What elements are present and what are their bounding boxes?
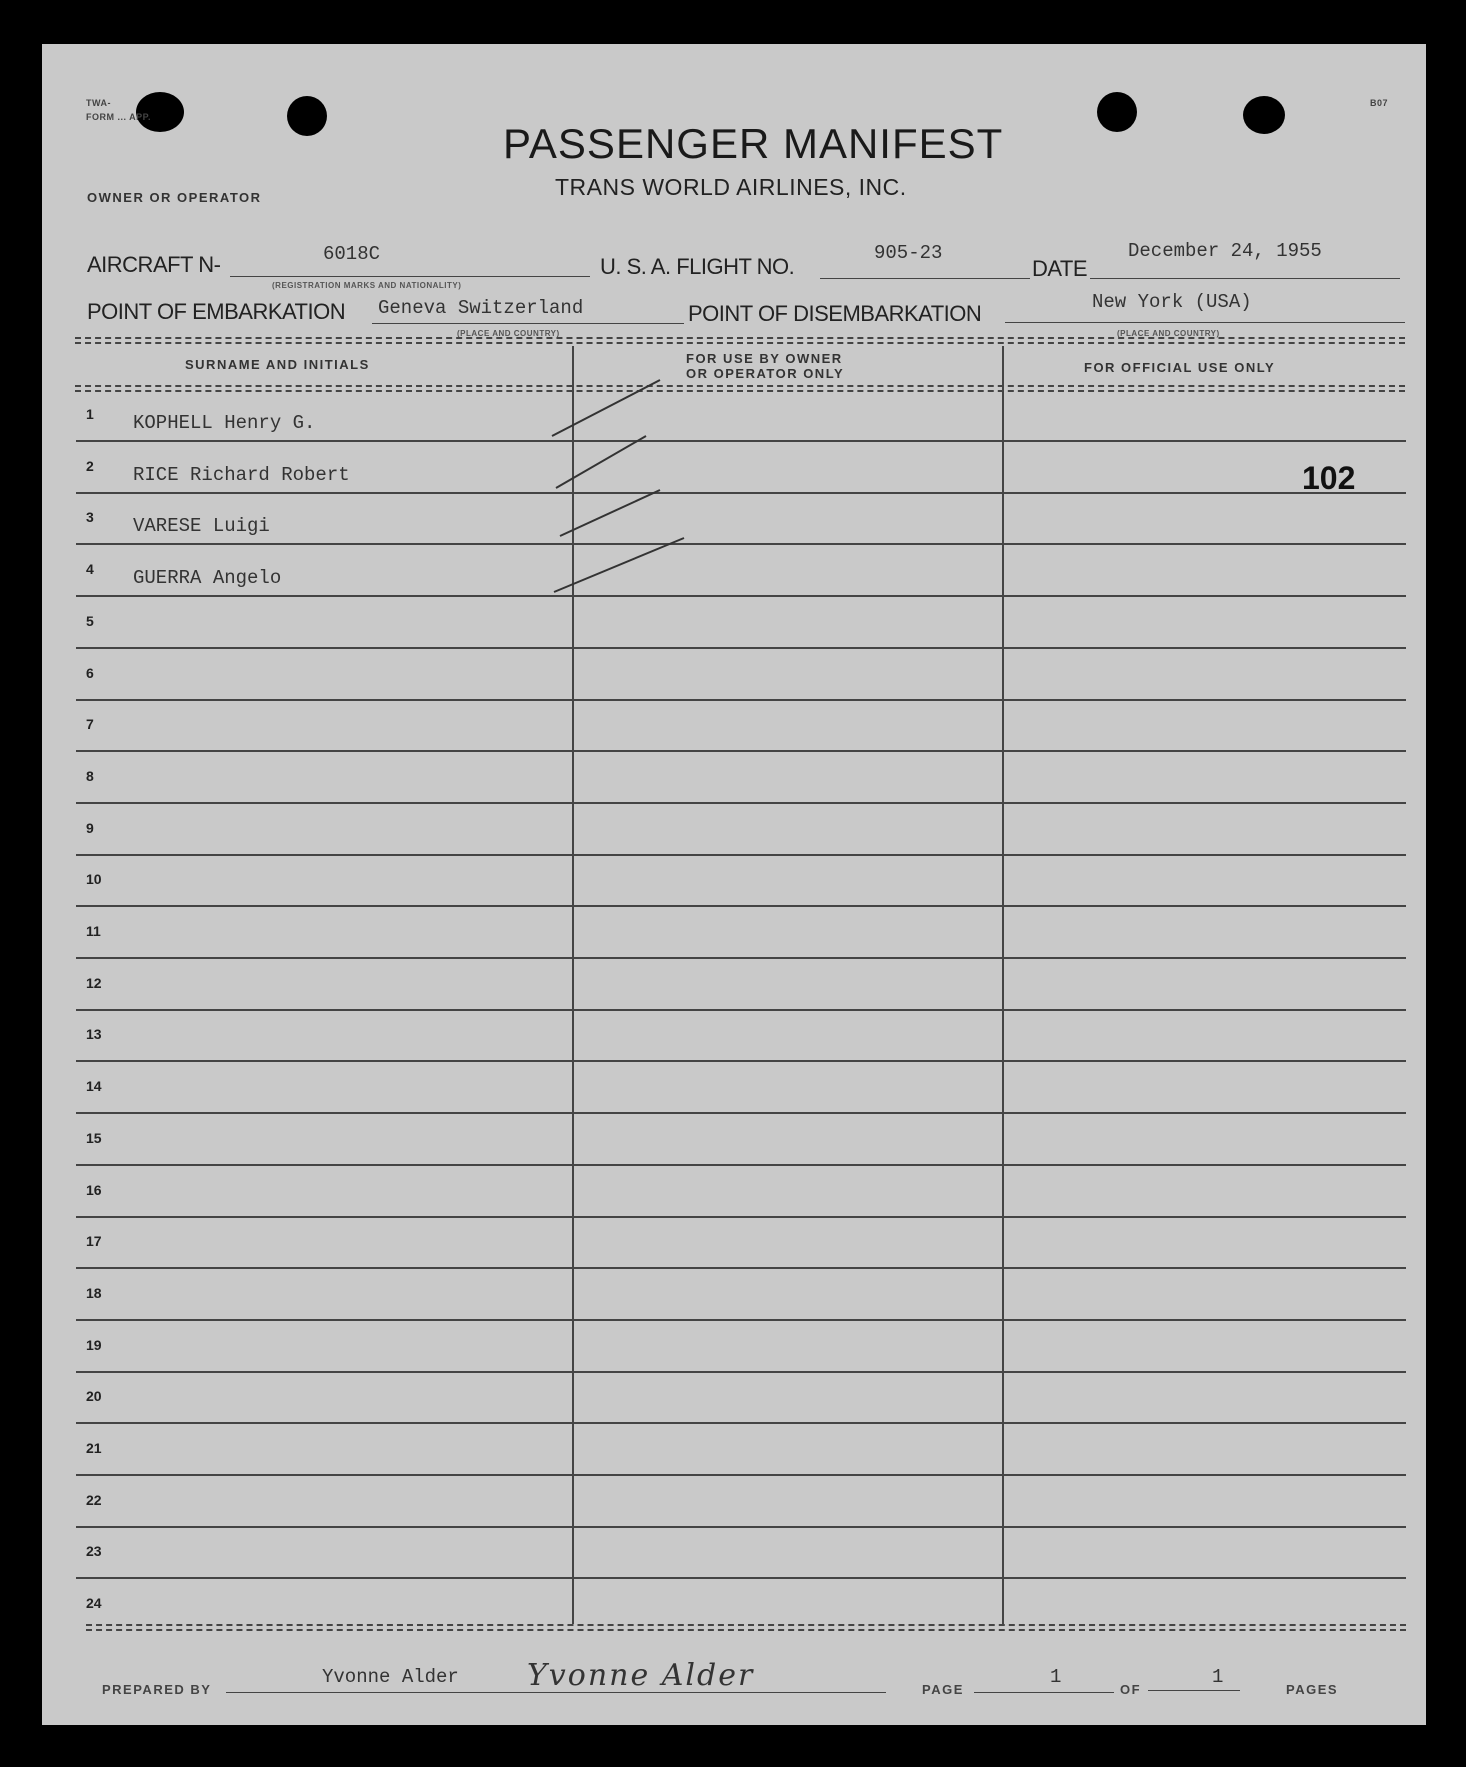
column-header-surname: SURNAME AND INITIALS <box>185 357 370 372</box>
passenger-name: GUERRA Angelo <box>133 567 282 589</box>
row-rule <box>76 1371 1406 1373</box>
of-label: OF <box>1120 1682 1142 1697</box>
row-rule <box>76 1474 1406 1476</box>
row-rule <box>76 957 1406 959</box>
row-number: 17 <box>86 1233 102 1249</box>
aircraft-sub: (REGISTRATION MARKS AND NATIONALITY) <box>272 281 462 290</box>
row-rule <box>76 647 1406 649</box>
owner-check-marks <box>540 370 700 600</box>
row-number: 4 <box>86 561 94 577</box>
aircraft-label: AIRCRAFT N- <box>87 252 221 277</box>
bottom-separator <box>86 1624 1406 1631</box>
row-number: 21 <box>86 1440 102 1456</box>
of-value: 1 <box>1212 1666 1224 1688</box>
row-number: 24 <box>86 1595 102 1611</box>
check-mark-row-1 <box>552 380 660 436</box>
flight-value: 905-23 <box>874 242 943 264</box>
check-mark-row-4 <box>554 538 684 592</box>
row-number: 2 <box>86 458 94 474</box>
row-rule <box>76 1216 1406 1218</box>
passenger-name: RICE Richard Robert <box>133 464 350 486</box>
punch-hole-3 <box>1097 92 1137 132</box>
date-label: DATE <box>1032 256 1088 281</box>
prepared-label: PREPARED BY <box>102 1682 212 1697</box>
row-number: 22 <box>86 1492 102 1508</box>
row-rule <box>76 905 1406 907</box>
disembark-sub: (PLACE AND COUNTRY) <box>1117 329 1220 338</box>
row-rule <box>76 1577 1406 1579</box>
row-rule <box>76 699 1406 701</box>
row-number: 9 <box>86 820 94 836</box>
prepared-signature: Yvonne Alder <box>527 1658 755 1693</box>
aircraft-value: 6018C <box>323 243 381 265</box>
column-header-official: FOR OFFICIAL USE ONLY <box>1084 360 1276 375</box>
row-rule <box>76 854 1406 856</box>
check-mark-row-3 <box>560 490 660 536</box>
embark-underline <box>372 323 684 324</box>
official-use-value: 102 <box>1302 460 1356 496</box>
row-number: 11 <box>86 923 101 939</box>
form-code-line-1: TWA- <box>86 98 111 108</box>
page-title: PASSENGER MANIFEST <box>503 120 1004 167</box>
row-number: 6 <box>86 665 94 681</box>
passenger-name: VARESE Luigi <box>133 515 270 537</box>
disembark-underline <box>1005 322 1405 323</box>
airline-name: TRANS WORLD AIRLINES, INC. <box>555 174 907 200</box>
row-rule <box>76 802 1406 804</box>
disembark-label: POINT OF DISEMBARKATION <box>688 301 982 326</box>
check-mark-row-2 <box>556 436 646 488</box>
row-rule <box>76 440 1406 442</box>
of-underline <box>1148 1690 1240 1691</box>
row-rule <box>76 1526 1406 1528</box>
header-separator <box>75 337 1405 344</box>
row-number: 3 <box>86 509 94 525</box>
row-number: 13 <box>86 1026 102 1042</box>
pages-label: PAGES <box>1286 1682 1339 1697</box>
row-rule <box>76 492 1406 494</box>
page-label: PAGE <box>922 1682 964 1697</box>
embark-value: Geneva Switzerland <box>378 297 584 319</box>
date-value: December 24, 1955 <box>1128 240 1322 262</box>
row-rule <box>76 1422 1406 1424</box>
column-header-separator <box>75 385 1405 392</box>
row-number: 12 <box>86 975 102 991</box>
aircraft-underline <box>230 276 590 277</box>
column-header-owner-2: OR OPERATOR ONLY <box>686 366 845 381</box>
row-rule <box>76 595 1406 597</box>
row-number: 7 <box>86 716 94 732</box>
row-number: 8 <box>86 768 94 784</box>
disembark-value: New York (USA) <box>1092 291 1252 313</box>
column-header-owner-1: FOR USE BY OWNER <box>686 351 843 366</box>
date-underline <box>1090 278 1400 279</box>
owner-label: OWNER OR OPERATOR <box>87 190 262 205</box>
row-number: 15 <box>86 1130 102 1146</box>
row-rule <box>76 1112 1406 1114</box>
row-rule <box>76 750 1406 752</box>
punch-hole-2 <box>287 96 327 136</box>
embark-label: POINT OF EMBARKATION <box>87 299 346 324</box>
punch-hole-4 <box>1243 96 1285 134</box>
row-rule <box>76 1060 1406 1062</box>
row-rule <box>76 1009 1406 1011</box>
row-number: 5 <box>86 613 94 629</box>
row-number: 1 <box>86 406 94 422</box>
row-number: 18 <box>86 1285 102 1301</box>
flight-underline <box>820 278 1030 279</box>
row-number: 14 <box>86 1078 102 1094</box>
column-divider-2 <box>1002 346 1004 1624</box>
row-rule <box>76 1267 1406 1269</box>
row-number: 23 <box>86 1543 102 1559</box>
row-rule <box>76 543 1406 545</box>
page-mark: B07 <box>1370 98 1389 108</box>
row-number: 10 <box>86 871 102 887</box>
embark-sub: (PLACE AND COUNTRY) <box>457 329 560 338</box>
row-number: 20 <box>86 1388 102 1404</box>
page-value: 1 <box>1050 1666 1062 1688</box>
flight-label: U. S. A. FLIGHT NO. <box>600 254 795 279</box>
row-number: 16 <box>86 1182 102 1198</box>
passenger-name: KOPHELL Henry G. <box>133 412 316 434</box>
page-underline <box>974 1692 1114 1693</box>
form-code-line-2: FORM ... APP. <box>86 112 152 122</box>
row-number: 19 <box>86 1337 102 1353</box>
row-rule <box>76 1164 1406 1166</box>
prepared-typed: Yvonne Alder <box>322 1666 459 1688</box>
row-rule <box>76 1319 1406 1321</box>
